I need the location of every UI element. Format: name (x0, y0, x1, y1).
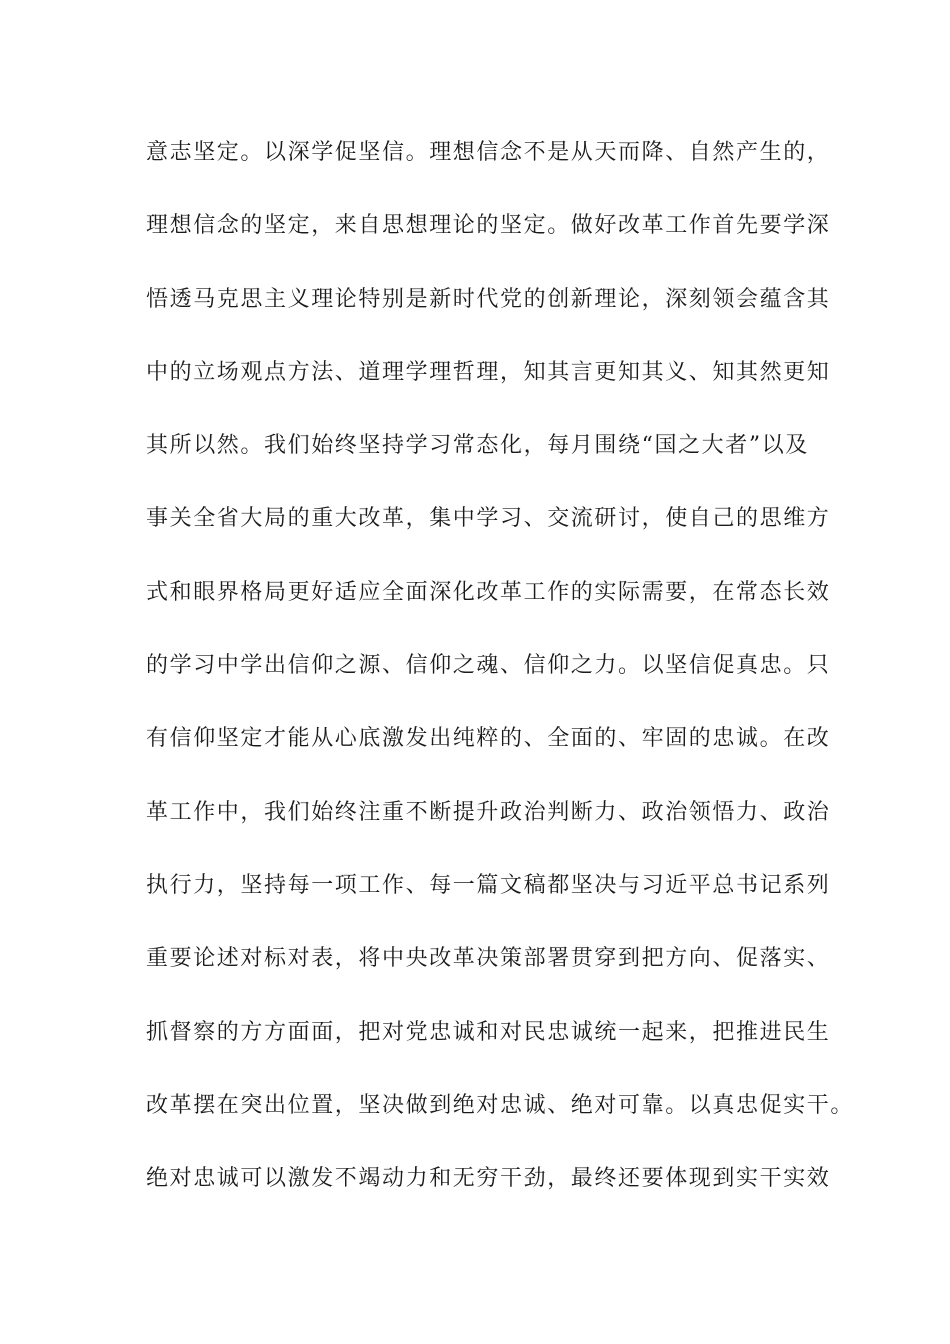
text-line-6: 事关全省大局的重大改革，集中学习、交流研讨，使自己的思维方 (146, 506, 831, 532)
text-line-13: 抓督察的方方面面，把对党忠诚和对民忠诚统一起来，把推进民生 (146, 1019, 831, 1045)
text-line-3: 悟透马克思主义理论特别是新时代党的创新理论，深刻领会蕴含其 (146, 286, 831, 312)
text-line-12: 重要论述对标对表，将中央改革决策部署贯穿到把方向、促落实、 (146, 946, 831, 972)
text-line-4: 中的立场观点方法、道理学理哲理，知其言更知其义、知其然更知 (146, 359, 831, 385)
text-line-11: 执行力，坚持每一项工作、每一篇文稿都坚决与习近平总书记系列 (146, 872, 831, 898)
text-line-9: 有信仰坚定才能从心底激发出纯粹的、全面的、牢固的忠诚。在改 (146, 726, 831, 752)
text-line-8: 的学习中学出信仰之源、信仰之魂、信仰之力。以坚信促真忠。只 (146, 653, 831, 679)
text-line-14: 改革摆在突出位置，坚决做到绝对忠诚、绝对可靠。以真忠促实干。 (146, 1092, 855, 1118)
text-line-2: 理想信念的坚定，来自思想理论的坚定。做好改革工作首先要学深 (146, 213, 831, 239)
text-line-1: 意志坚定。以深学促坚信。理想信念不是从天而降、自然产生的， (146, 140, 831, 165)
text-line-10: 革工作中，我们始终注重不断提升政治判断力、政治领悟力、政治 (146, 799, 831, 825)
text-line-7: 式和眼界格局更好适应全面深化改革工作的实际需要，在常态长效 (146, 579, 831, 605)
text-line-5: 其所以然。我们始终坚持学习常态化，每月围绕“国之大者”以及 (146, 433, 809, 459)
body-text (146, 132, 855, 1231)
text-line-15: 绝对忠诚可以激发不竭动力和无穷干劲，最终还要体现到实干实效 (146, 1166, 831, 1192)
